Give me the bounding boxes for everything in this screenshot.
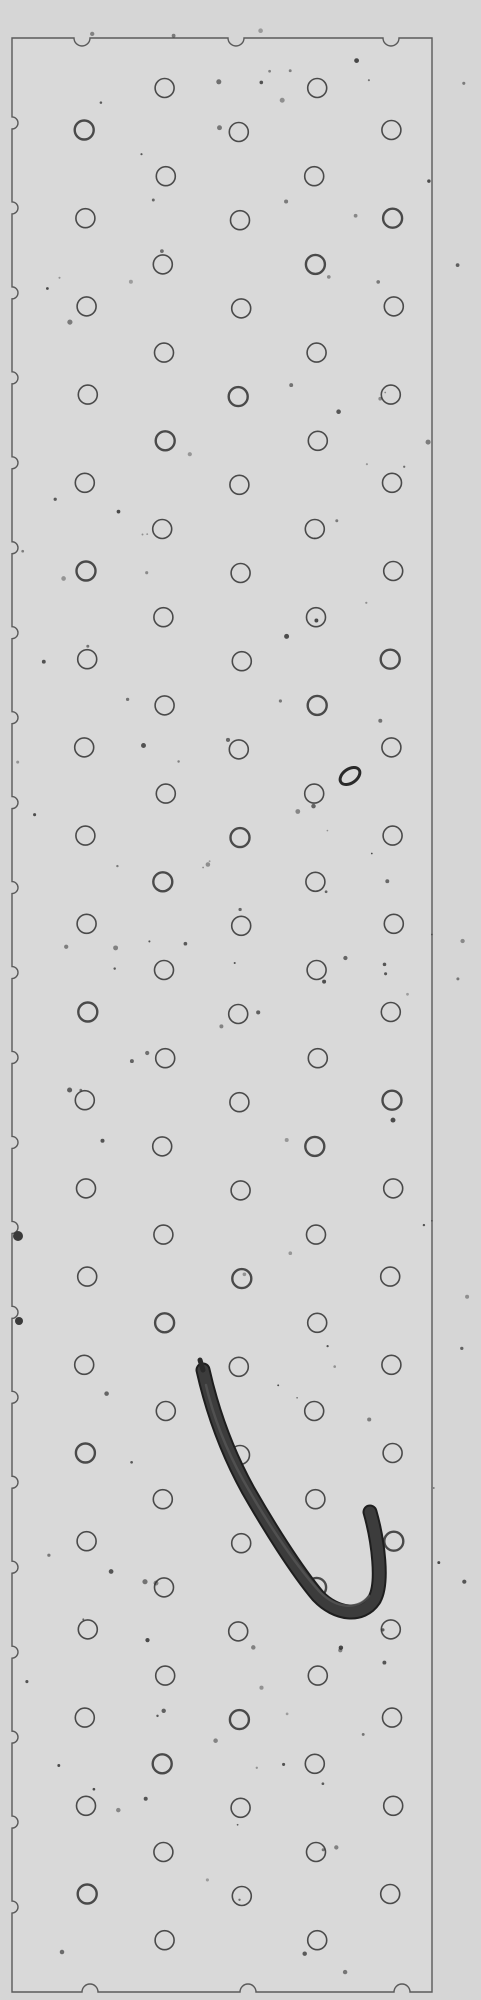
debris-speck	[160, 249, 164, 253]
debris-speck	[100, 1139, 104, 1143]
debris-speck	[57, 1764, 60, 1767]
debris-speck	[90, 32, 94, 36]
debris-speck	[391, 1118, 396, 1123]
debris-speck	[206, 862, 211, 867]
worm-head-tip	[200, 1360, 203, 1370]
debris-speck	[427, 179, 430, 182]
debris-speck	[209, 860, 211, 862]
debris-speck	[226, 738, 230, 742]
debris-speck	[286, 1713, 289, 1716]
debris-speck	[117, 510, 121, 514]
debris-speck	[322, 980, 326, 984]
edge-blob	[15, 1317, 23, 1325]
debris-speck	[154, 1581, 159, 1586]
debris-speck	[156, 1715, 158, 1717]
edge-blob	[13, 1231, 23, 1241]
debris-speck	[322, 1782, 325, 1785]
debris-speck	[382, 1661, 386, 1665]
debris-speck	[325, 890, 328, 893]
debris-speck	[113, 945, 118, 950]
debris-speck	[280, 98, 285, 103]
debris-speck	[368, 79, 370, 81]
debris-speck	[162, 1709, 166, 1713]
debris-speck	[234, 962, 236, 964]
debris-speck	[456, 263, 460, 267]
debris-speck	[314, 537, 316, 539]
debris-speck	[296, 1397, 298, 1399]
debris-speck	[295, 809, 300, 814]
debris-speck	[289, 383, 293, 387]
debris-speck	[327, 830, 329, 832]
debris-speck	[33, 813, 36, 816]
debris-speck	[302, 1951, 306, 1955]
debris-speck	[259, 1686, 263, 1690]
debris-speck	[146, 533, 148, 535]
debris-speck	[279, 699, 282, 702]
debris-speck	[343, 956, 347, 960]
debris-speck	[336, 409, 341, 414]
debris-speck	[152, 199, 155, 202]
debris-speck	[367, 1417, 371, 1421]
debris-speck	[202, 867, 204, 869]
debris-speck	[79, 1089, 82, 1092]
debris-speck	[47, 1554, 50, 1557]
debris-speck	[437, 1561, 440, 1564]
debris-speck	[243, 1272, 247, 1276]
debris-speck	[21, 550, 24, 553]
debris-speck	[354, 214, 358, 218]
debris-speck	[431, 1220, 433, 1222]
debris-speck	[60, 1950, 65, 1955]
debris-speck	[456, 977, 459, 980]
debris-speck	[216, 79, 221, 84]
debris-speck	[406, 993, 409, 996]
debris-speck	[284, 199, 288, 203]
debris-speck	[322, 1848, 325, 1851]
debris-speck	[462, 82, 465, 85]
debris-speck	[333, 1365, 336, 1368]
debris-speck	[188, 452, 192, 456]
debris-speck	[431, 934, 433, 936]
debris-speck	[126, 698, 129, 701]
debris-speck	[145, 1051, 149, 1055]
debris-speck	[142, 1579, 147, 1584]
debris-speck	[148, 940, 150, 942]
debris-speck	[16, 761, 19, 764]
debris-speck	[130, 1461, 133, 1464]
debris-speck	[334, 1845, 338, 1849]
debris-speck	[145, 571, 148, 574]
debris-speck	[378, 719, 382, 723]
debris-speck	[354, 58, 359, 63]
debris-speck	[311, 804, 316, 809]
debris-speck	[284, 634, 289, 639]
debris-speck	[116, 1808, 120, 1812]
debris-speck	[109, 1569, 114, 1574]
debris-speck	[238, 1899, 240, 1901]
debris-speck	[259, 81, 263, 85]
debris-speck	[460, 1347, 463, 1350]
debris-speck	[104, 1391, 109, 1396]
debris-speck	[144, 1797, 148, 1801]
debris-speck	[67, 320, 72, 325]
debris-speck	[258, 28, 263, 33]
debris-speck	[184, 942, 188, 946]
debris-speck	[366, 463, 368, 465]
debris-speck	[217, 125, 222, 130]
debris-speck	[426, 440, 431, 445]
debris-speck	[383, 963, 387, 967]
debris-speck	[54, 498, 57, 501]
debris-speck	[82, 1618, 84, 1620]
debris-speck	[177, 760, 179, 762]
debris-speck	[465, 1295, 469, 1299]
debris-speck	[100, 101, 103, 104]
debris-speck	[93, 1788, 96, 1791]
debris-speck	[116, 865, 118, 867]
debris-speck	[251, 1645, 255, 1649]
debris-speck	[327, 275, 331, 279]
debris-speck	[403, 466, 405, 468]
debris-speck	[140, 153, 142, 155]
debris-speck	[326, 1345, 328, 1347]
debris-speck	[381, 1628, 384, 1631]
debris-speck	[288, 1251, 292, 1255]
debris-speck	[277, 1384, 279, 1386]
debris-speck	[219, 1024, 223, 1028]
debris-speck	[289, 69, 292, 72]
debris-speck	[365, 602, 367, 604]
debris-speck	[213, 1738, 218, 1743]
debris-speck	[256, 1010, 260, 1014]
debris-speck	[237, 1824, 239, 1826]
debris-speck	[42, 660, 46, 664]
debris-speck	[362, 1733, 365, 1736]
debris-speck	[433, 1487, 435, 1489]
debris-speck	[172, 34, 176, 38]
debris-speck	[142, 534, 144, 536]
debris-speck	[129, 280, 133, 284]
debris-speck	[343, 1970, 347, 1974]
debris-speck	[64, 945, 68, 949]
debris-speck	[335, 519, 338, 522]
debris-speck	[314, 619, 318, 623]
debris-speck	[378, 397, 382, 401]
debris-speck	[385, 879, 389, 883]
debris-speck	[58, 277, 60, 279]
debris-speck	[256, 1767, 258, 1769]
debris-speck	[460, 939, 464, 943]
debris-speck	[462, 1580, 466, 1584]
debris-speck	[423, 1224, 425, 1226]
debris-speck	[141, 743, 146, 748]
debris-speck	[285, 1138, 289, 1142]
debris-speck	[371, 853, 373, 855]
chamber-outline	[12, 38, 432, 1992]
debris-speck	[86, 645, 89, 648]
debris-speck	[145, 1638, 149, 1642]
debris-speck	[61, 576, 66, 581]
debris-speck	[376, 280, 380, 284]
debris-speck	[130, 1059, 134, 1063]
debris-speck	[25, 1680, 28, 1683]
debris-speck	[268, 70, 271, 73]
debris-speck	[238, 908, 241, 911]
debris-speck	[384, 392, 386, 394]
debris-speck	[339, 1645, 343, 1649]
debris-speck	[206, 1878, 209, 1881]
debris-speck	[67, 1087, 72, 1092]
debris-speck	[46, 287, 49, 290]
debris-speck	[384, 972, 387, 975]
debris-speck	[282, 1763, 285, 1766]
debris-speck	[113, 967, 115, 969]
